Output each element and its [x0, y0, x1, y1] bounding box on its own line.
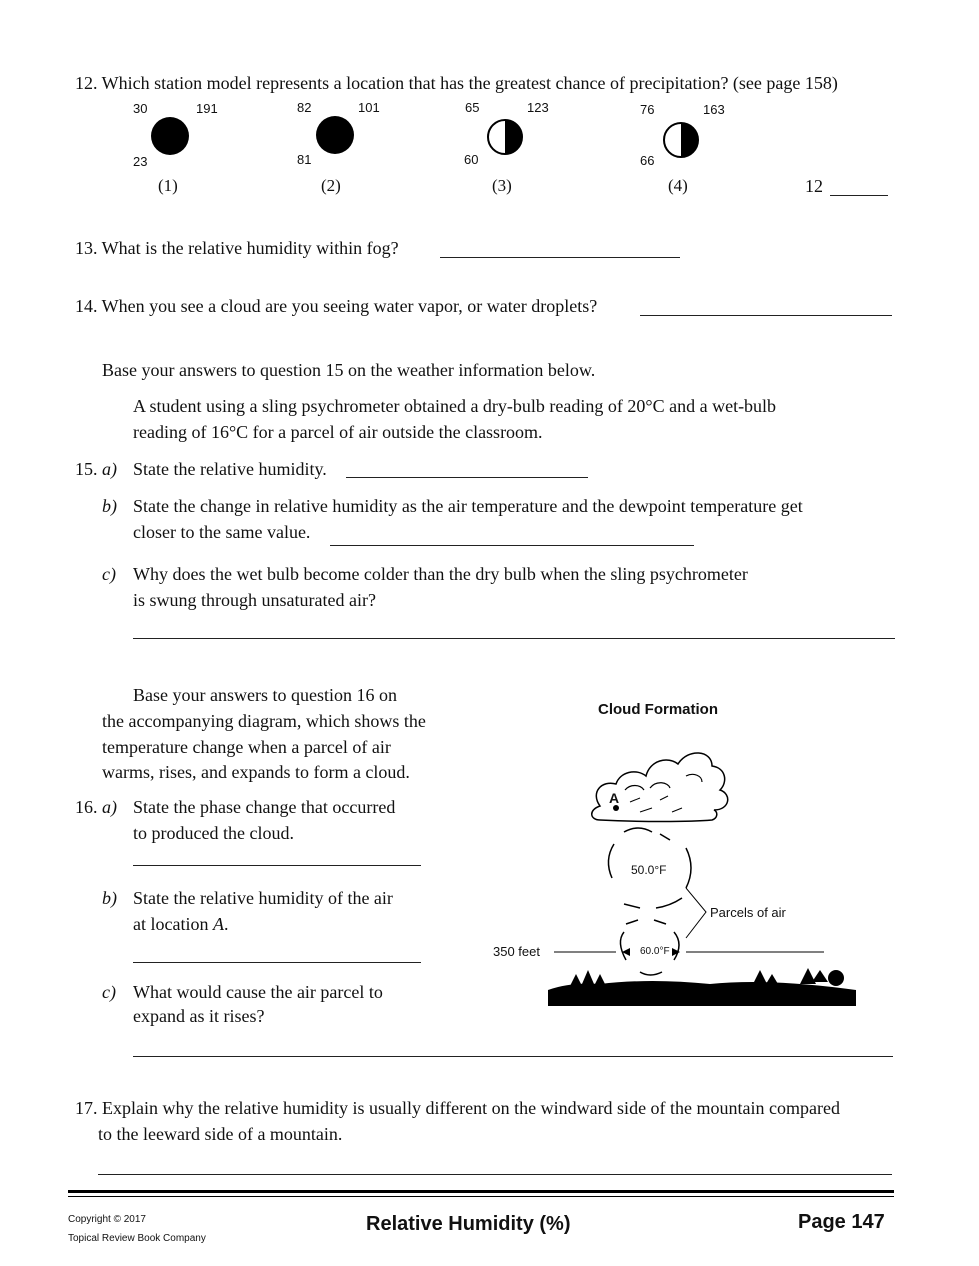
q16-b-answer-line[interactable] [133, 962, 421, 963]
q13-question: 13. What is the relative humidity within fog? [75, 238, 399, 258]
footer-company: Topical Review Book Company [68, 1233, 206, 1244]
lower-parcel-temp: 60.0°F [640, 946, 670, 957]
height-label: 350 feet [493, 944, 540, 959]
q15-c-answer-line[interactable] [133, 638, 895, 639]
footer-title: Relative Humidity (%) [366, 1213, 571, 1235]
point-a-label: A [609, 790, 620, 806]
station-circle-full [316, 116, 354, 154]
parcels-label: Parcels of air [710, 905, 786, 920]
q17-line2: to the leeward side of a mountain. [98, 1124, 343, 1144]
station-pressure: 191 [196, 101, 218, 116]
q15-c-line1: Why does the wet bulb become colder than the dry bulb when the sling psychrometer [133, 564, 748, 584]
q16-a-line1: State the phase change that occurred [133, 797, 396, 817]
q13-answer-line[interactable] [440, 257, 680, 258]
q15-c-line2: is swung through unsaturated air? [133, 590, 376, 610]
q16-c-line2: expand as it rises? [133, 1006, 265, 1026]
station-choice-label: (2) [321, 176, 341, 195]
q15-number: 15. [75, 459, 98, 479]
q15-c-letter: c) [102, 564, 116, 584]
q15-a-answer-line[interactable] [346, 477, 588, 478]
q16-a-line2: to produced the cloud. [133, 823, 294, 843]
q14-question: 14. When you see a cloud are you seeing water vapor, or water droplets? [75, 296, 598, 316]
station-pressure: 101 [358, 100, 380, 115]
q15-b-line2: closer to the same value. [133, 522, 311, 542]
footer-page-number: Page 147 [798, 1211, 885, 1233]
station-temp: 65 [465, 100, 480, 115]
q16-c-line1: What would cause the air parcel to [133, 982, 383, 1002]
station-temp: 30 [133, 101, 148, 116]
q16-intro-line4: warms, rises, and expands to form a cloud. [102, 762, 410, 782]
q17-answer-line[interactable] [98, 1174, 892, 1175]
station-choice-label: (4) [668, 176, 688, 195]
footer-copyright: Copyright © 2017 [68, 1214, 146, 1225]
q12-question: 12. Which station model represents a location that has the greatest chance of precipitation? (see page 158) [75, 73, 838, 93]
diagram-title: Cloud Formation [598, 701, 718, 718]
station-circle-half [485, 117, 525, 157]
q15-info-line2: reading of 16°C for a parcel of air outside the classroom. [133, 422, 543, 442]
q16-b-line1: State the relative humidity of the air [133, 888, 393, 908]
station-pressure: 123 [527, 100, 549, 115]
station-dewpoint: 81 [297, 152, 312, 167]
station-choice-label: (3) [492, 176, 512, 195]
q12-answer-label: 12 [805, 176, 823, 196]
station-pressure: 163 [703, 102, 725, 117]
station-temp: 76 [640, 102, 655, 117]
upper-parcel-temp: 50.0°F [631, 863, 667, 877]
footer-rule-thin [68, 1196, 894, 1197]
station-dewpoint: 66 [640, 153, 655, 168]
q15-intro: Base your answers to question 15 on the weather information below. [102, 360, 596, 380]
q15-b-line1: State the change in relative humidity as the air temperature and the dewpoint temperature get [133, 496, 803, 516]
diagram-drawing [490, 728, 870, 1010]
station-circle-half [661, 120, 701, 160]
q15-info-line1: A student using a sling psychrometer obtained a dry-bulb reading of 20°C and a wet-bulb [133, 396, 777, 416]
station-dewpoint: 23 [133, 154, 148, 169]
q16-a-letter: a) [102, 797, 117, 817]
q15-a-letter: a) [102, 459, 117, 479]
station-dewpoint: 60 [464, 152, 479, 167]
q16-intro-line3: temperature change when a parcel of air [102, 737, 391, 757]
footer-rule-thick [68, 1190, 894, 1193]
q16-a-answer-line[interactable] [133, 865, 421, 866]
q15-b-letter: b) [102, 496, 117, 516]
q16-b-line2: at location A. [133, 914, 229, 934]
q16-b-letter: b) [102, 888, 117, 908]
ground [548, 981, 856, 1006]
q16-intro-line2: the accompanying diagram, which shows the [102, 711, 426, 731]
q16-intro-line1: Base your answers to question 16 on [133, 685, 397, 705]
q16-c-answer-line[interactable] [133, 1056, 893, 1057]
q17-line1: 17. Explain why the relative humidity is usually different on the windward side of the mountain compared [75, 1098, 840, 1118]
cloud-outline [592, 753, 728, 822]
q15-a-text: State the relative humidity. [133, 459, 327, 479]
station-temp: 82 [297, 100, 312, 115]
q14-answer-line[interactable] [640, 315, 892, 316]
q12-answer-line[interactable] [830, 195, 888, 196]
station-circle-full [151, 117, 189, 155]
station-choice-label: (1) [158, 176, 178, 195]
q15-b-answer-line[interactable] [330, 545, 694, 546]
q16-c-letter: c) [102, 982, 116, 1002]
q16-number: 16. [75, 797, 98, 817]
